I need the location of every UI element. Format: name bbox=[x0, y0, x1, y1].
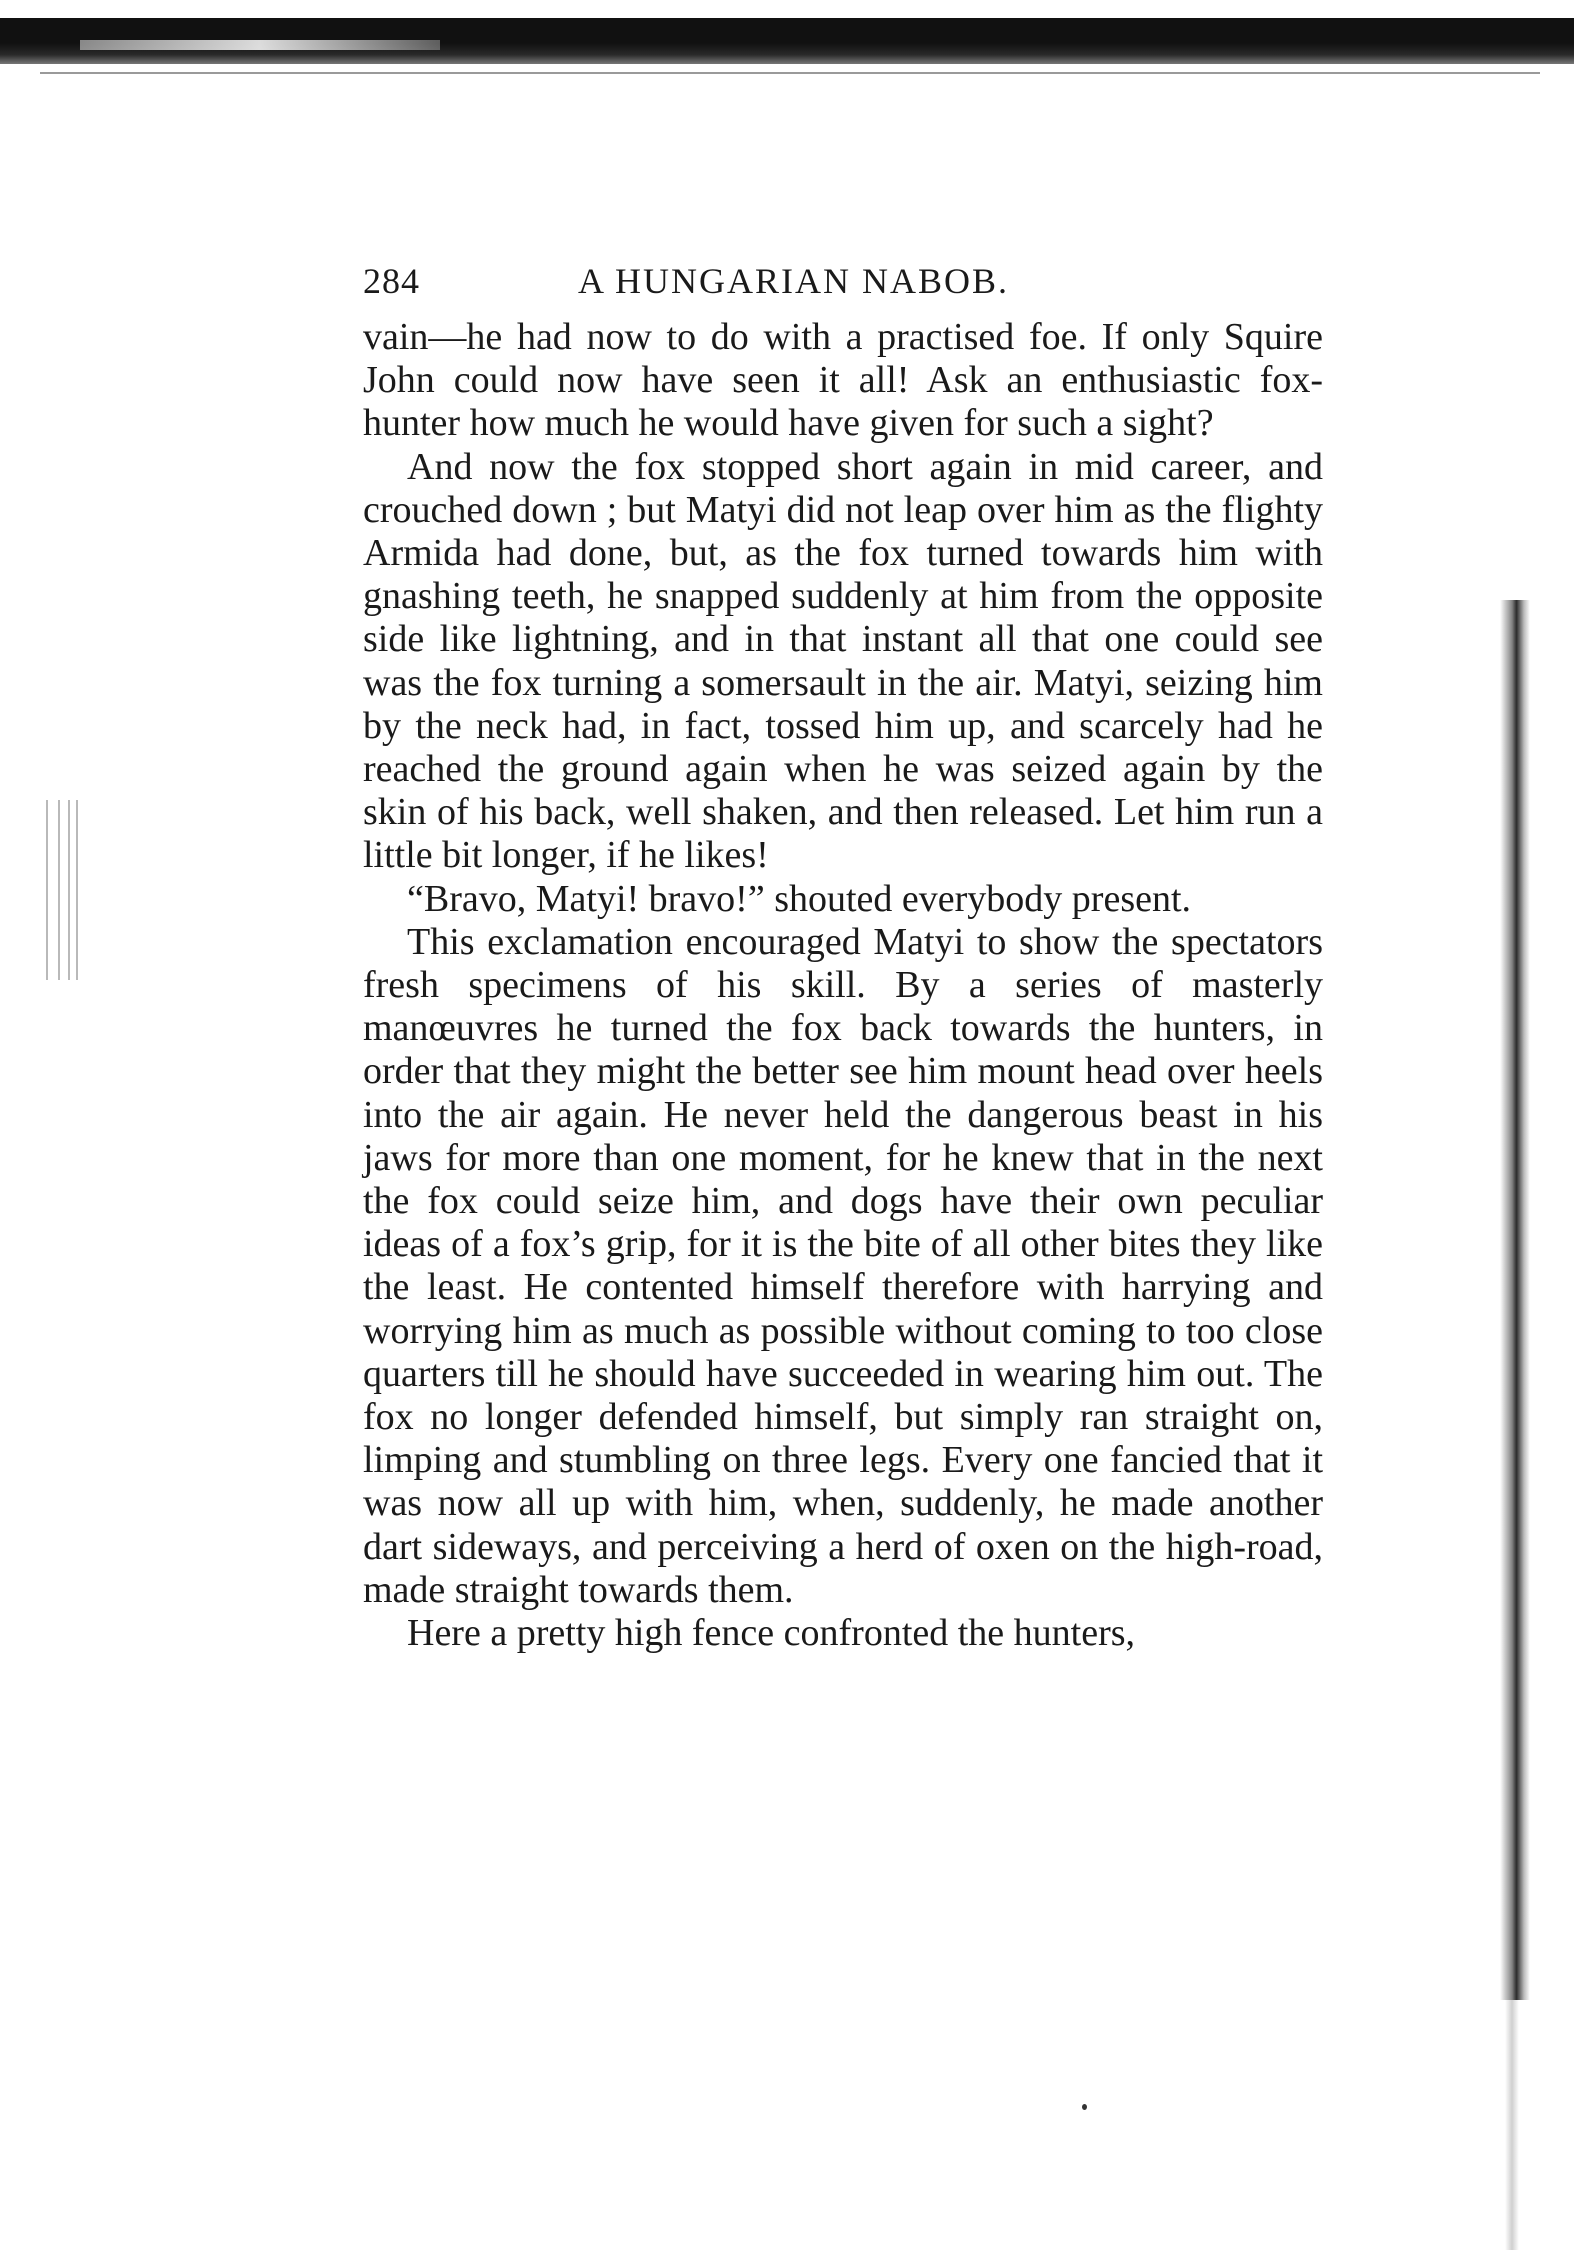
body-text bbox=[363, 316, 1323, 1655]
binding-edge-faint bbox=[1505, 2000, 1519, 2250]
book-title: A HUNGARIAN NABOB. bbox=[578, 261, 1010, 301]
paragraph-5: Here a pretty high fence confronted the hunters, bbox=[407, 1612, 1136, 1655]
paragraph-3: “Bravo, Matyi! bravo!” shouted everybody present. bbox=[407, 877, 1192, 920]
page-number: 284 bbox=[363, 261, 420, 301]
paragraph-1: vain—he had now to do with a practised foe. If only Squire John could now have seen it all! Ask an enthusiastic fox-hunter how much he would have given for such a sight? bbox=[363, 316, 1323, 445]
scan-top-rule bbox=[40, 72, 1540, 74]
paragraph-4: This exclamation encouraged Matyi to show the spectators fresh specimens of his skill. By a series of masterly manœuvres he turned the fox back towards the hunters, in order that they might the better see him mount head over heels into the air again. He never held the dangerous beast in his jaws for more than one moment, for he knew that in the next the fox could seize him, and dogs have their own peculiar ideas of a fox’s grip, for it is the bite of all other bites they like the least. He contented himself therefore with harrying and worrying him as much as possible without coming to too close quarters till he should have succeeded in wearing him out. The fox no longer defended himself, but simply ran straight on, limping and stumbling on three legs. Every one fancied that it was now all up with him, when, suddenly, he made another dart sideways, and perceiving a herd of oxen on the high-road, made straight towards them. bbox=[363, 920, 1323, 1611]
book-page bbox=[363, 260, 1323, 1655]
margin-scan-marks bbox=[46, 800, 86, 980]
binding-edge-shadow bbox=[1500, 600, 1530, 2000]
running-head bbox=[363, 260, 1323, 316]
scan-top-highlight bbox=[80, 40, 440, 50]
speck-mark bbox=[1082, 2104, 1087, 2110]
paragraph-2: And now the fox stopped short again in mid career, and crouched down ; but Matyi did not leap over him as the flighty Armida had done, but, as the fox turned towards him with gnashing teeth, he snapped suddenly at him from the opposite side like lightning, and in that instant all that one could see was the fox turning a somersault in the air. Matyi, seizing him by the neck had, in fact, tossed him up, and scarcely had he reached the ground again when he was seized again by the skin of his back, well shaken, and then released. Let him run a little bit longer, if he likes! bbox=[363, 445, 1323, 877]
